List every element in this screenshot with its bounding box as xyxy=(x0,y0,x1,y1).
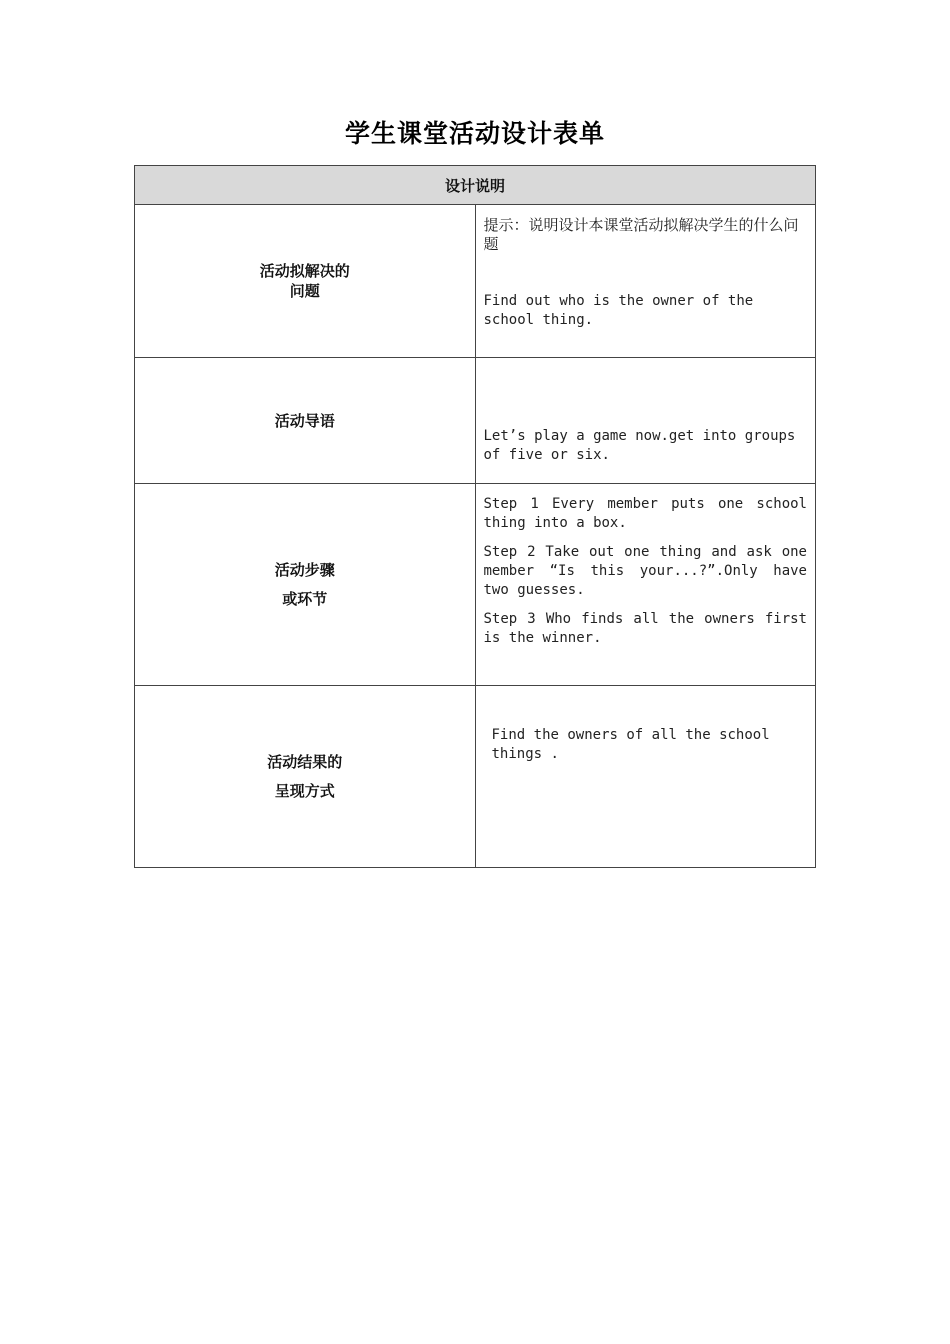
table-header-row xyxy=(135,166,816,205)
document-title: 学生课堂活动设计表单 xyxy=(344,119,605,148)
row-label-line: 或环节 xyxy=(282,589,328,608)
row-label-line: 问题 xyxy=(289,282,320,300)
intro-answer: Let’s play a game now.get into groups of five or six. xyxy=(483,428,796,463)
row-content-intro xyxy=(475,358,816,484)
table-row xyxy=(135,358,816,484)
table-header-cell: 设计说明 xyxy=(135,166,816,205)
step-item: Step 2 Take out one thing and ask one member “Is this your...?”.Only have two guesses. xyxy=(483,544,807,598)
row-label-result xyxy=(135,686,476,868)
row-label-line: 活动拟解决的 xyxy=(259,262,350,280)
row-label-line: 活动结果的 xyxy=(267,752,343,771)
problem-answer: Find out who is the owner of the school thing. xyxy=(483,293,754,328)
activity-design-table xyxy=(134,165,816,868)
table-row xyxy=(135,686,816,868)
row-content-result xyxy=(475,686,816,868)
table-row xyxy=(135,205,816,358)
row-label-problem xyxy=(135,205,476,358)
row-content-steps xyxy=(475,484,816,686)
table-row xyxy=(135,484,816,686)
row-label-line: 活动步骤 xyxy=(274,560,335,579)
row-label-line: 呈现方式 xyxy=(274,781,335,800)
row-label-intro: 活动导语 xyxy=(135,358,476,484)
hint-text: 提示：说明设计本课堂活动拟解决学生的什么问题 xyxy=(483,216,799,253)
result-answer: Find the owners of all the school things . xyxy=(491,727,770,762)
step-item: Step 1 Every member puts one school thing into a box. xyxy=(483,496,807,531)
row-label-steps xyxy=(135,484,476,686)
step-item: Step 3 Who finds all the owners first is the winner. xyxy=(483,611,807,646)
row-content-problem xyxy=(475,205,816,358)
